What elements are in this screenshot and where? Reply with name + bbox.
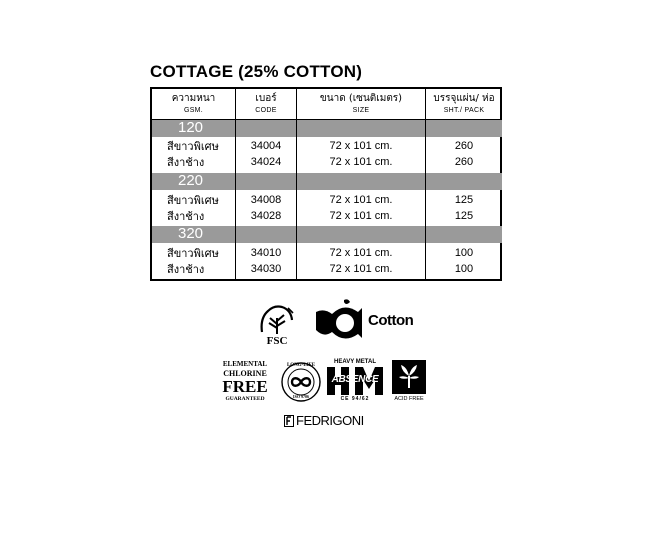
ecf-line-4: GUARANTEED (225, 396, 265, 402)
fsc-logo (258, 304, 296, 348)
pack: 100 (454, 247, 474, 259)
longlife-top-label: LONG-LIFE (286, 363, 316, 368)
size: 72 x 101 cm. (329, 194, 393, 206)
header-gsm-en: GSM. (183, 107, 204, 114)
pack: 100 (454, 263, 474, 275)
color-name: สีงาช้าง (167, 210, 205, 223)
gsm-band-120 (152, 120, 500, 137)
pack: 125 (454, 194, 474, 206)
column-divider (425, 89, 426, 279)
header-pack-th: บรรจุแผ่น/ ห่อ (433, 93, 495, 104)
heavy-metal-logo (325, 359, 385, 405)
gsm-value: 220 (178, 172, 204, 189)
fedrigoni-label: FEDRIGONI (296, 413, 364, 428)
ecf-line-3: FREE (222, 377, 268, 396)
size: 72 x 101 cm. (329, 247, 393, 259)
table-row (152, 209, 500, 224)
column-divider (235, 89, 236, 279)
color-name: สีขาวพิเศษ (167, 140, 219, 153)
cotton-label: Cotton (368, 312, 414, 329)
table-header (152, 89, 500, 120)
size: 72 x 101 cm. (329, 263, 393, 275)
acid-free-label: ACID FREE (394, 396, 424, 402)
header-size-th: ขนาด (เซนติเมตร) (319, 93, 403, 104)
heavy-metal-word: ABSENCE (331, 374, 379, 385)
column-divider (296, 89, 297, 279)
fsc-tree-icon (258, 304, 296, 336)
pack: 260 (454, 156, 474, 168)
table-row (152, 246, 500, 261)
fedrigoni-mark-icon (284, 415, 294, 427)
code: 34024 (250, 156, 282, 168)
header-size (297, 89, 425, 119)
color-name: สีงาช้าง (167, 263, 205, 276)
gsm-value: 320 (178, 225, 204, 242)
heavy-metal-bottom-label: CE 94/62 (340, 396, 370, 402)
code: 34010 (250, 247, 282, 259)
header-gsm-th: ความหนา (171, 93, 216, 104)
product-table (150, 87, 502, 281)
table-row (152, 155, 500, 170)
header-pack (426, 89, 502, 119)
acid-free-logo (392, 360, 428, 404)
code: 34004 (250, 140, 282, 152)
cotton-logo (314, 298, 414, 344)
header-pack-en: SHT./ PACK (443, 107, 485, 114)
header-code-th: เบอร์ (255, 93, 277, 104)
pack: 260 (454, 140, 474, 152)
heavy-metal-top-label: HEAVY METAL (333, 359, 376, 365)
longlife-logo (280, 358, 322, 404)
size: 72 x 101 cm. (329, 156, 393, 168)
longlife-bottom-label: ISO 9706 (293, 394, 309, 399)
flower-icon (392, 360, 426, 394)
color-name: สีขาวพิเศษ (167, 194, 219, 207)
gsm-band-320 (152, 226, 500, 243)
gsm-band-220 (152, 173, 500, 190)
gsm-value: 120 (178, 119, 204, 136)
code: 34028 (250, 210, 282, 222)
ecf-line-1: ELEMENTAL (222, 360, 268, 368)
color-name: สีงาช้าง (167, 156, 205, 169)
header-gsm (152, 89, 235, 119)
table-row (152, 193, 500, 208)
color-name: สีขาวพิเศษ (167, 247, 219, 260)
table-row (152, 139, 500, 154)
fsc-label: FSC (266, 335, 288, 347)
pack: 125 (454, 210, 474, 222)
header-code (236, 89, 296, 119)
header-size-en: SIZE (352, 107, 370, 114)
size: 72 x 101 cm. (329, 210, 393, 222)
code: 34008 (250, 194, 282, 206)
size: 72 x 101 cm. (329, 140, 393, 152)
ecf-logo (218, 360, 272, 404)
product-title: COTTAGE (25% COTTON) (150, 62, 363, 81)
ecf-line-2: CHLORINE (223, 369, 267, 378)
header-code-en: CODE (255, 107, 277, 114)
code: 34030 (250, 263, 282, 275)
table-row (152, 262, 500, 277)
fedrigoni-logo (284, 413, 374, 429)
